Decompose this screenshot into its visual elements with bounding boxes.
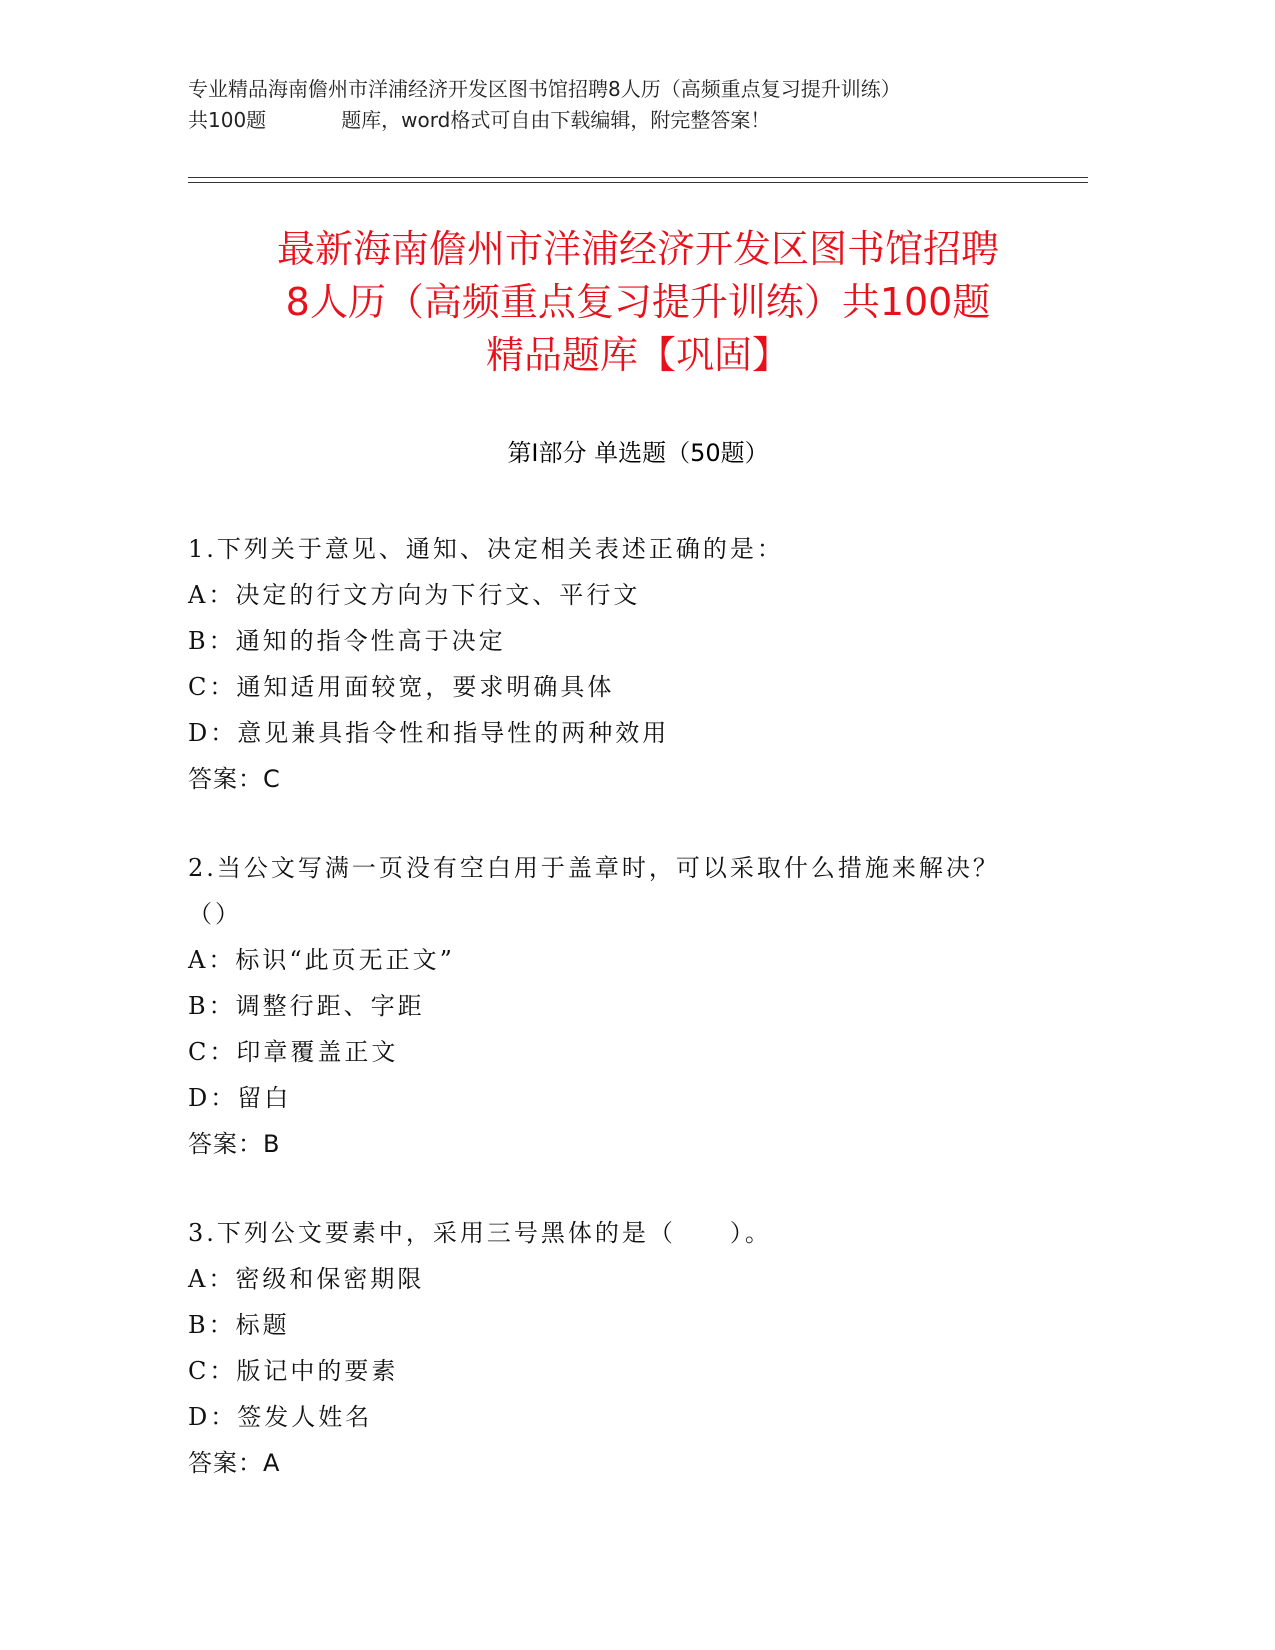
option-a: A：决定的行文方向为下行文、平行文	[188, 581, 641, 609]
option-a: A：标识“此页无正文”	[188, 946, 455, 974]
title-line-1: 最新海南儋州市洋浦经济开发区图书馆招聘	[276, 227, 999, 271]
question-text-continuation: （）	[188, 900, 242, 928]
option-c: C：印章覆盖正文	[188, 1038, 399, 1066]
option-a: A：密级和保密期限	[188, 1265, 425, 1293]
option-c: C：版记中的要素	[188, 1357, 399, 1385]
option-c: C：通知适用面较宽，要求明确具体	[188, 673, 615, 701]
answer-label: 答案：C	[188, 765, 281, 793]
option-b: B：标题	[188, 1311, 290, 1339]
answer-label: 答案：B	[188, 1130, 281, 1158]
document-title	[188, 223, 1088, 382]
title-line-3: 精品题库【巩固】	[485, 333, 790, 377]
question-list	[188, 526, 1088, 1529]
header-line-2	[188, 105, 1088, 136]
option-b: B：调整行距、字距	[188, 992, 425, 1020]
answer-label: 答案：A	[188, 1449, 281, 1477]
section-heading: 第Ⅰ部分 单选题（50题）	[507, 439, 769, 467]
question-text: 2.当公文写满一页没有空白用于盖章时，可以采取什么措施来解决？ （）	[188, 845, 1088, 937]
page-header	[188, 74, 1088, 136]
question-item	[188, 845, 1088, 1167]
header-divider-top	[188, 177, 1088, 178]
header-line-1: 专业精品海南儋州市洋浦经济开发区图书馆招聘8人历（高频重点复习提升训练）	[188, 77, 901, 101]
question-item	[188, 526, 1088, 802]
option-d: D：签发人姓名	[188, 1403, 373, 1431]
option-d: D：意见兼具指令性和指导性的两种效用	[188, 719, 670, 747]
question-text: 3.下列公文要素中，采用三号黑体的是（ ）。	[188, 1219, 772, 1247]
question-item	[188, 1210, 1088, 1486]
option-b: B：通知的指令性高于决定	[188, 627, 506, 655]
header-count: 共100题	[188, 108, 267, 132]
question-text: 1.下列关于意见、通知、决定相关表述正确的是：	[188, 535, 784, 563]
header-description: 题库，word格式可自由下载编辑，附完整答案！	[341, 108, 771, 132]
title-line-2: 8人历（高频重点复习提升训练）共100题	[285, 280, 991, 324]
header-divider-bottom	[188, 182, 1088, 183]
option-d: D：留白	[188, 1084, 292, 1112]
